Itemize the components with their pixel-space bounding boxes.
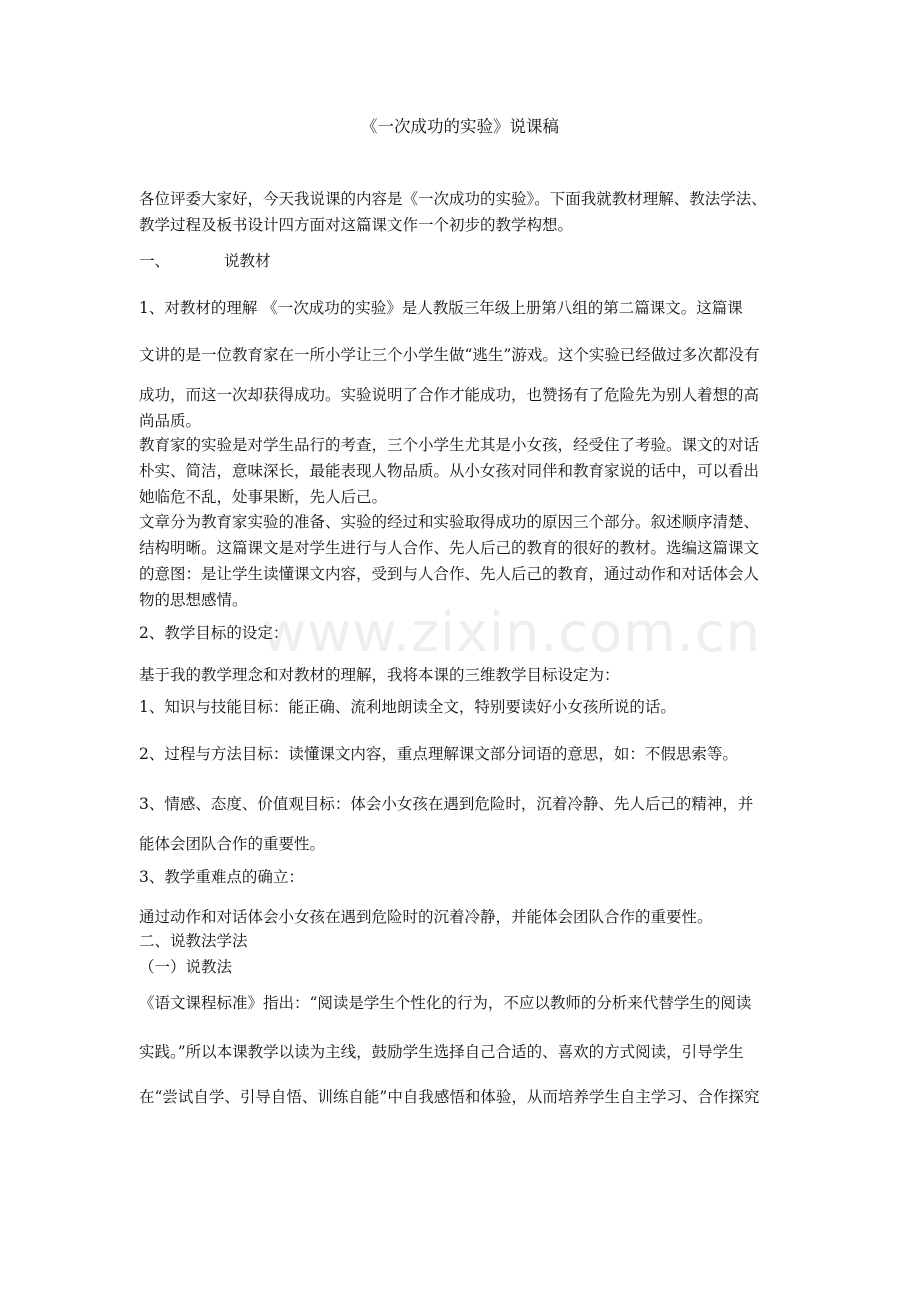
paragraph-line: 能体会团队合作的重要性。: [139, 835, 326, 853]
paragraph-line: 文讲的是一位教育家在一所小学让三个小学生做“逃生”游戏。这个实验已经做过多次都没有: [139, 346, 760, 364]
list-item: 2、过程与方法目标：读懂课文内容，重点理解课文部分词语的意思，如：不假思索等。: [139, 745, 738, 763]
paragraph-line: 1、对教材的理解 《一次成功的实验》是人教版三年级上册第八组的第二篇课文。这篇课: [139, 299, 743, 317]
watermark-text: www.zixin.com.cn: [262, 601, 761, 664]
subsection-heading: （一）说教法: [139, 958, 233, 976]
paragraph-line: 朴实、简洁，意味深长，最能表现人物品质。从小女孩对同伴和教育家说的话中，可以看出: [139, 462, 760, 480]
section-heading: 二、说教法学法: [139, 932, 248, 950]
paragraph-line: 《语文课程标准》指出：“阅读是学生个性化的行为，不应以教师的分析来代替学生的阅读: [139, 994, 752, 1012]
paragraph-line: 教学过程及板书设计四方面对这篇课文作一个初步的教学构想。: [139, 216, 574, 234]
document-title: 《一次成功的实验》说课稿: [361, 117, 559, 136]
section-number: 一、: [139, 252, 171, 270]
paragraph-line: 教育家的实验是对学生品行的考查，三个小学生尤其是小女孩，经受住了考验。课文的对话: [139, 436, 760, 454]
list-item: 3、情感、态度、价值观目标：体会小女孩在遇到危险时，沉着冷静、先人后己的精神，并: [139, 795, 754, 813]
paragraph-line: 实践。”所以本课教学以读为主线，鼓励学生选择自己合适的、喜欢的方式阅读，引导学生: [139, 1043, 744, 1061]
paragraph-line: 的意图：是让学生读懂课文内容，受到与人合作、先人后己的教育，通过动作和对话体会人: [139, 565, 760, 583]
paragraph-line: 尚品质。: [139, 412, 202, 430]
section-heading: [139, 250, 271, 272]
paragraph-line: 通过动作和对话体会小女孩在遇到危险时的沉着冷静，并能体会团队合作的重要性。: [139, 908, 713, 926]
paragraph-line: 文章分为教育家实验的准备、实验的经过和实验取得成功的原因三个部分。叙述顺序清楚、: [139, 513, 760, 531]
paragraph-line: 基于我的教学理念和对教材的理解，我将本课的三维教学目标设定为：: [139, 666, 620, 684]
list-item: 1、知识与技能目标：能正确、流利地朗读全文，特别要读好小女孩所说的话。: [139, 698, 676, 716]
paragraph-line: 她临危不乱，处事果断，先人后己。: [139, 488, 388, 506]
paragraph-line: 成功，而这一次却获得成功。实验说明了合作才能成功，也赞扬有了危险先为别人着想的高: [139, 386, 760, 404]
subsection-heading: 2、教学目标的设定：: [139, 624, 289, 642]
paragraph-line: 物的思想感情。: [139, 591, 248, 609]
paragraph-line: 各位评委大家好，今天我说课的内容是《一次成功的实验》。下面我就教材理解、教法学法、: [139, 190, 767, 208]
paragraph-line: 在“尝试自学、引导自悟、训练自能”中自我感悟和体验，从而培养学生自主学习、合作探究: [139, 1088, 760, 1106]
section-label: 说教材: [224, 252, 271, 270]
paragraph-line: 结构明晰。这篇课文是对学生进行与人合作、先人后己的教育的很好的教材。选编这篇课文: [139, 539, 760, 557]
subsection-heading: 3、教学重难点的确立：: [139, 868, 304, 886]
